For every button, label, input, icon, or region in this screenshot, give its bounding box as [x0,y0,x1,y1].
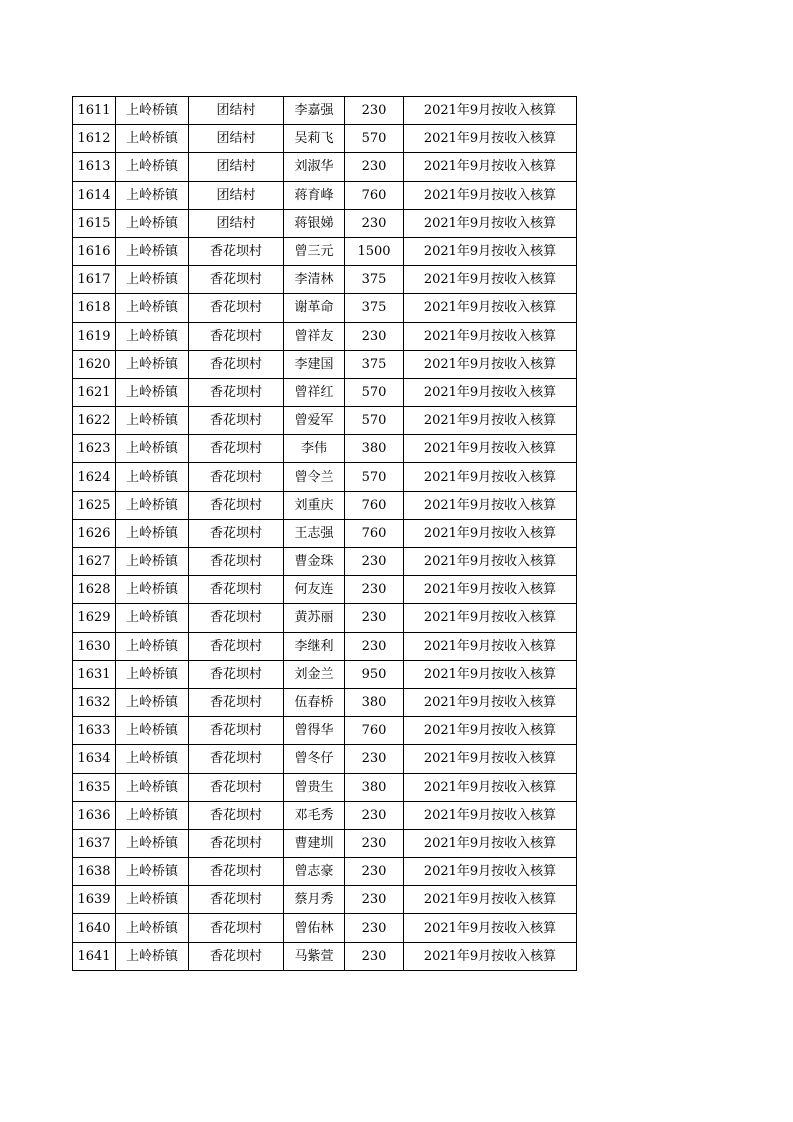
note-cell: 2021年9月按收入核算 [404,97,577,125]
note-cell: 2021年9月按收入核算 [404,322,577,350]
note-cell: 2021年9月按收入核算 [404,125,577,153]
table-row [73,745,577,773]
town-cell: 上岭桥镇 [116,660,189,688]
village-cell: 团结村 [189,181,284,209]
table-row [73,209,577,237]
table-row [73,125,577,153]
amount-cell: 230 [345,604,404,632]
town-cell: 上岭桥镇 [116,717,189,745]
row-number: 1611 [73,97,116,125]
table-row [73,266,577,294]
town-cell: 上岭桥镇 [116,604,189,632]
village-cell: 香花坝村 [189,745,284,773]
town-cell: 上岭桥镇 [116,858,189,886]
row-number: 1639 [73,886,116,914]
table-row [73,153,577,181]
table-row [73,886,577,914]
amount-cell: 570 [345,463,404,491]
town-cell: 上岭桥镇 [116,209,189,237]
name-cell: 王志强 [284,519,345,547]
amount-cell: 230 [345,548,404,576]
row-number: 1626 [73,519,116,547]
row-number: 1614 [73,181,116,209]
town-cell: 上岭桥镇 [116,745,189,773]
village-cell: 香花坝村 [189,378,284,406]
name-cell: 曹建圳 [284,829,345,857]
table-row [73,717,577,745]
table-row [73,237,577,265]
amount-cell: 570 [345,378,404,406]
name-cell: 曾祥红 [284,378,345,406]
amount-cell: 230 [345,801,404,829]
row-number: 1612 [73,125,116,153]
village-cell: 团结村 [189,125,284,153]
row-number: 1623 [73,435,116,463]
village-cell: 香花坝村 [189,350,284,378]
village-cell: 团结村 [189,97,284,125]
name-cell: 邓毛秀 [284,801,345,829]
town-cell: 上岭桥镇 [116,350,189,378]
village-cell: 香花坝村 [189,237,284,265]
name-cell: 曾志豪 [284,858,345,886]
town-cell: 上岭桥镇 [116,294,189,322]
amount-cell: 230 [345,858,404,886]
row-number: 1637 [73,829,116,857]
village-cell: 香花坝村 [189,407,284,435]
town-cell: 上岭桥镇 [116,914,189,942]
village-cell: 香花坝村 [189,519,284,547]
town-cell: 上岭桥镇 [116,801,189,829]
note-cell: 2021年9月按收入核算 [404,153,577,181]
amount-cell: 230 [345,914,404,942]
table-row [73,519,577,547]
row-number: 1628 [73,576,116,604]
amount-cell: 380 [345,688,404,716]
town-cell: 上岭桥镇 [116,237,189,265]
village-cell: 香花坝村 [189,491,284,519]
table-row [73,97,577,125]
town-cell: 上岭桥镇 [116,829,189,857]
name-cell: 李嘉强 [284,97,345,125]
row-number: 1621 [73,378,116,406]
table-row [73,463,577,491]
name-cell: 蒋银娣 [284,209,345,237]
row-number: 1618 [73,294,116,322]
row-number: 1625 [73,491,116,519]
row-number: 1616 [73,237,116,265]
name-cell: 曾三元 [284,237,345,265]
name-cell: 李继利 [284,632,345,660]
table-row [73,688,577,716]
amount-cell: 380 [345,773,404,801]
name-cell: 曾佑林 [284,914,345,942]
amount-cell: 760 [345,181,404,209]
village-cell: 香花坝村 [189,604,284,632]
town-cell: 上岭桥镇 [116,125,189,153]
note-cell: 2021年9月按收入核算 [404,463,577,491]
table-row [73,294,577,322]
note-cell: 2021年9月按收入核算 [404,717,577,745]
row-number: 1619 [73,322,116,350]
town-cell: 上岭桥镇 [116,942,189,970]
village-cell: 团结村 [189,209,284,237]
name-cell: 蒋育峰 [284,181,345,209]
town-cell: 上岭桥镇 [116,491,189,519]
name-cell: 伍春桥 [284,688,345,716]
amount-cell: 950 [345,660,404,688]
note-cell: 2021年9月按收入核算 [404,519,577,547]
note-cell: 2021年9月按收入核算 [404,266,577,294]
row-number: 1638 [73,858,116,886]
row-number: 1629 [73,604,116,632]
row-number: 1617 [73,266,116,294]
amount-cell: 380 [345,435,404,463]
village-cell: 香花坝村 [189,435,284,463]
row-number: 1620 [73,350,116,378]
note-cell: 2021年9月按收入核算 [404,350,577,378]
amount-cell: 230 [345,942,404,970]
village-cell: 香花坝村 [189,942,284,970]
note-cell: 2021年9月按收入核算 [404,378,577,406]
village-cell: 香花坝村 [189,322,284,350]
name-cell: 吴莉飞 [284,125,345,153]
name-cell: 刘淑华 [284,153,345,181]
row-number: 1641 [73,942,116,970]
row-number: 1613 [73,153,116,181]
name-cell: 黄苏丽 [284,604,345,632]
town-cell: 上岭桥镇 [116,688,189,716]
note-cell: 2021年9月按收入核算 [404,181,577,209]
note-cell: 2021年9月按收入核算 [404,632,577,660]
village-cell: 香花坝村 [189,688,284,716]
name-cell: 曾祥友 [284,322,345,350]
name-cell: 曾爱军 [284,407,345,435]
name-cell: 何友连 [284,576,345,604]
amount-cell: 375 [345,266,404,294]
amount-cell: 230 [345,209,404,237]
records-table [72,96,577,971]
amount-cell: 230 [345,153,404,181]
village-cell: 香花坝村 [189,773,284,801]
amount-cell: 230 [345,576,404,604]
note-cell: 2021年9月按收入核算 [404,942,577,970]
village-cell: 香花坝村 [189,463,284,491]
row-number: 1622 [73,407,116,435]
name-cell: 曾贵生 [284,773,345,801]
note-cell: 2021年9月按收入核算 [404,491,577,519]
row-number: 1631 [73,660,116,688]
note-cell: 2021年9月按收入核算 [404,209,577,237]
note-cell: 2021年9月按收入核算 [404,407,577,435]
village-cell: 香花坝村 [189,801,284,829]
amount-cell: 375 [345,294,404,322]
table-row [73,435,577,463]
amount-cell: 230 [345,322,404,350]
note-cell: 2021年9月按收入核算 [404,604,577,632]
note-cell: 2021年9月按收入核算 [404,858,577,886]
amount-cell: 375 [345,350,404,378]
village-cell: 团结村 [189,153,284,181]
row-number: 1627 [73,548,116,576]
village-cell: 香花坝村 [189,914,284,942]
name-cell: 曹金珠 [284,548,345,576]
table-row [73,407,577,435]
village-cell: 香花坝村 [189,576,284,604]
row-number: 1632 [73,688,116,716]
row-number: 1640 [73,914,116,942]
village-cell: 香花坝村 [189,548,284,576]
town-cell: 上岭桥镇 [116,886,189,914]
row-number: 1635 [73,773,116,801]
amount-cell: 230 [345,886,404,914]
name-cell: 李清林 [284,266,345,294]
table-row [73,914,577,942]
row-number: 1630 [73,632,116,660]
table-row [73,322,577,350]
village-cell: 香花坝村 [189,858,284,886]
note-cell: 2021年9月按收入核算 [404,801,577,829]
table-row [73,604,577,632]
amount-cell: 230 [345,632,404,660]
table-row [73,660,577,688]
table-body [73,97,577,971]
table-row [73,548,577,576]
table-row [73,378,577,406]
town-cell: 上岭桥镇 [116,97,189,125]
table-row [73,801,577,829]
row-number: 1633 [73,717,116,745]
note-cell: 2021年9月按收入核算 [404,688,577,716]
note-cell: 2021年9月按收入核算 [404,548,577,576]
amount-cell: 570 [345,125,404,153]
amount-cell: 230 [345,745,404,773]
note-cell: 2021年9月按收入核算 [404,745,577,773]
town-cell: 上岭桥镇 [116,181,189,209]
note-cell: 2021年9月按收入核算 [404,886,577,914]
name-cell: 谢革命 [284,294,345,322]
town-cell: 上岭桥镇 [116,378,189,406]
town-cell: 上岭桥镇 [116,548,189,576]
name-cell: 李建国 [284,350,345,378]
row-number: 1624 [73,463,116,491]
note-cell: 2021年9月按收入核算 [404,576,577,604]
table-row [73,858,577,886]
village-cell: 香花坝村 [189,829,284,857]
amount-cell: 230 [345,829,404,857]
amount-cell: 760 [345,491,404,519]
row-number: 1636 [73,801,116,829]
note-cell: 2021年9月按收入核算 [404,237,577,265]
village-cell: 香花坝村 [189,886,284,914]
row-number: 1615 [73,209,116,237]
town-cell: 上岭桥镇 [116,153,189,181]
note-cell: 2021年9月按收入核算 [404,829,577,857]
name-cell: 马紫萱 [284,942,345,970]
town-cell: 上岭桥镇 [116,407,189,435]
amount-cell: 1500 [345,237,404,265]
amount-cell: 230 [345,97,404,125]
amount-cell: 760 [345,519,404,547]
note-cell: 2021年9月按收入核算 [404,294,577,322]
table-row [73,632,577,660]
town-cell: 上岭桥镇 [116,519,189,547]
table-row [73,181,577,209]
village-cell: 香花坝村 [189,632,284,660]
name-cell: 刘金兰 [284,660,345,688]
note-cell: 2021年9月按收入核算 [404,435,577,463]
table-row [73,350,577,378]
town-cell: 上岭桥镇 [116,576,189,604]
town-cell: 上岭桥镇 [116,266,189,294]
town-cell: 上岭桥镇 [116,773,189,801]
name-cell: 曾冬仔 [284,745,345,773]
name-cell: 刘重庆 [284,491,345,519]
amount-cell: 760 [345,717,404,745]
name-cell: 蔡月秀 [284,886,345,914]
note-cell: 2021年9月按收入核算 [404,660,577,688]
table-row [73,491,577,519]
village-cell: 香花坝村 [189,294,284,322]
town-cell: 上岭桥镇 [116,632,189,660]
town-cell: 上岭桥镇 [116,322,189,350]
name-cell: 曾得华 [284,717,345,745]
note-cell: 2021年9月按收入核算 [404,914,577,942]
row-number: 1634 [73,745,116,773]
village-cell: 香花坝村 [189,266,284,294]
table-row [73,829,577,857]
town-cell: 上岭桥镇 [116,463,189,491]
name-cell: 曾令兰 [284,463,345,491]
name-cell: 李伟 [284,435,345,463]
town-cell: 上岭桥镇 [116,435,189,463]
table-row [73,576,577,604]
note-cell: 2021年9月按收入核算 [404,773,577,801]
table-row [73,942,577,970]
village-cell: 香花坝村 [189,660,284,688]
amount-cell: 570 [345,407,404,435]
table-row [73,773,577,801]
village-cell: 香花坝村 [189,717,284,745]
